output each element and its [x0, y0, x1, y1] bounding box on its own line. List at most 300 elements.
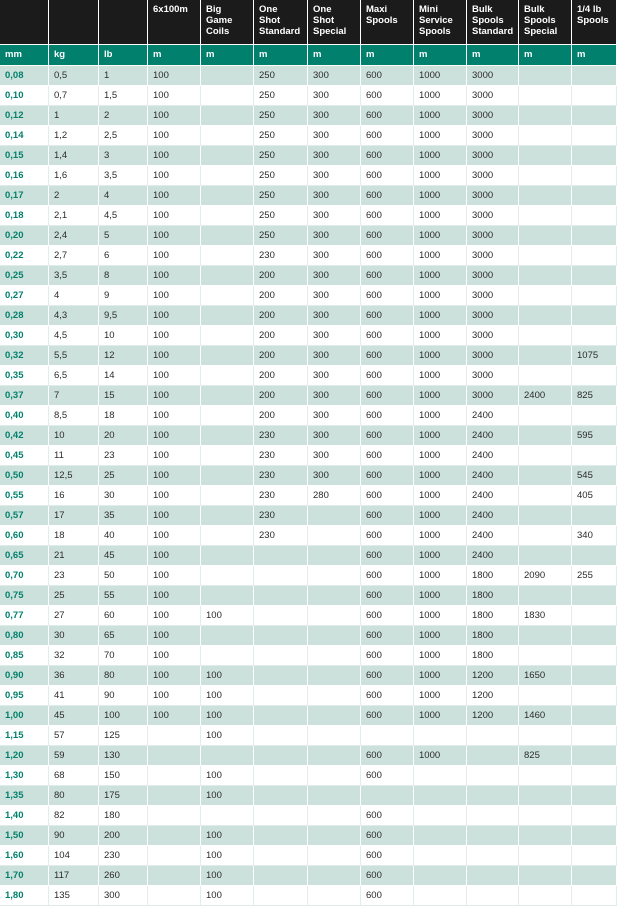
- table-cell: [201, 86, 254, 106]
- table-cell: [148, 806, 201, 826]
- table-cell: [254, 586, 308, 606]
- table-cell: [201, 586, 254, 606]
- column-header-row: [0, 0, 617, 45]
- table-cell: [519, 146, 572, 166]
- table-cell: 340: [572, 526, 617, 546]
- table-cell: 1000: [414, 586, 467, 606]
- table-row: [0, 586, 617, 606]
- table-cell: 25: [49, 586, 99, 606]
- units-row: [0, 45, 617, 66]
- table-cell: 40: [99, 526, 148, 546]
- table-cell: 104: [49, 846, 99, 866]
- table-cell: 600: [361, 226, 414, 246]
- table-cell: [572, 266, 617, 286]
- table-cell: [572, 606, 617, 626]
- table-cell: 100: [148, 466, 201, 486]
- table-cell: 600: [361, 766, 414, 786]
- table-cell: 1000: [414, 446, 467, 466]
- table-cell: [254, 646, 308, 666]
- table-cell: 2400: [467, 546, 519, 566]
- table-cell: [361, 786, 414, 806]
- table-cell: 300: [308, 206, 361, 226]
- table-cell: [572, 646, 617, 666]
- table-cell: 100: [148, 566, 201, 586]
- table-cell: [519, 766, 572, 786]
- table-cell: 2400: [467, 466, 519, 486]
- table-cell: 1000: [414, 746, 467, 766]
- table-cell: 35: [99, 506, 148, 526]
- table-cell: 135: [49, 886, 99, 906]
- table-cell: 45: [49, 706, 99, 726]
- table-cell: [519, 326, 572, 346]
- table-cell: [201, 386, 254, 406]
- table-cell: 600: [361, 306, 414, 326]
- table-cell: 80: [99, 666, 148, 686]
- table-cell: 600: [361, 886, 414, 906]
- table-cell: 117: [49, 866, 99, 886]
- table-cell: 300: [308, 126, 361, 146]
- diameter-cell: 1,30: [0, 766, 49, 786]
- table-cell: 100: [148, 86, 201, 106]
- table-cell: 2400: [467, 506, 519, 526]
- table-cell: 1000: [414, 686, 467, 706]
- table-cell: 50: [99, 566, 148, 586]
- table-cell: [308, 846, 361, 866]
- table-row: [0, 166, 617, 186]
- table-cell: 100: [148, 646, 201, 666]
- table-cell: 200: [254, 346, 308, 366]
- table-cell: 16: [49, 486, 99, 506]
- table-cell: [467, 886, 519, 906]
- table-row: [0, 226, 617, 246]
- table-cell: 300: [308, 246, 361, 266]
- table-cell: 100: [148, 306, 201, 326]
- table-cell: [201, 646, 254, 666]
- table-cell: [572, 706, 617, 726]
- table-cell: 600: [361, 566, 414, 586]
- table-cell: [254, 786, 308, 806]
- table-cell: 175: [99, 786, 148, 806]
- table-cell: 1,4: [49, 146, 99, 166]
- table-cell: 100: [148, 186, 201, 206]
- table-cell: 545: [572, 466, 617, 486]
- table-cell: 250: [254, 206, 308, 226]
- table-cell: [308, 886, 361, 906]
- table-cell: 100: [148, 286, 201, 306]
- table-cell: 14: [99, 366, 148, 386]
- table-cell: 300: [99, 886, 148, 906]
- diameter-cell: 0,16: [0, 166, 49, 186]
- table-cell: 23: [49, 566, 99, 586]
- table-row: [0, 386, 617, 406]
- table-cell: 230: [254, 526, 308, 546]
- unit-label: m: [414, 45, 467, 66]
- table-cell: [519, 226, 572, 246]
- table-cell: 100: [148, 206, 201, 226]
- table-cell: 2400: [467, 446, 519, 466]
- table-cell: [519, 246, 572, 266]
- table-cell: [308, 686, 361, 706]
- table-cell: [519, 286, 572, 306]
- table-cell: 59: [49, 746, 99, 766]
- table-cell: [201, 366, 254, 386]
- table-cell: 100: [201, 786, 254, 806]
- table-cell: [148, 846, 201, 866]
- table-cell: 10: [99, 326, 148, 346]
- table-cell: 405: [572, 486, 617, 506]
- table-cell: [519, 646, 572, 666]
- table-row: [0, 766, 617, 786]
- table-cell: 30: [49, 626, 99, 646]
- diameter-cell: 0,22: [0, 246, 49, 266]
- unit-label: m: [254, 45, 308, 66]
- table-cell: [519, 846, 572, 866]
- table-cell: [519, 346, 572, 366]
- table-cell: 100: [201, 886, 254, 906]
- table-row: [0, 726, 617, 746]
- table-cell: 600: [361, 426, 414, 446]
- column-header-6x100m: 6x100m: [148, 0, 201, 45]
- table-cell: 12: [99, 346, 148, 366]
- table-cell: 0,7: [49, 86, 99, 106]
- table-cell: [148, 886, 201, 906]
- table-cell: 600: [361, 146, 414, 166]
- table-cell: 3000: [467, 326, 519, 346]
- table-cell: 2,5: [99, 126, 148, 146]
- table-row: [0, 846, 617, 866]
- table-cell: 600: [361, 686, 414, 706]
- table-row: [0, 446, 617, 466]
- table-cell: [572, 166, 617, 186]
- table-cell: 825: [572, 386, 617, 406]
- table-cell: [572, 586, 617, 606]
- unit-label: m: [572, 45, 617, 66]
- table-cell: 5: [99, 226, 148, 246]
- table-cell: 250: [254, 106, 308, 126]
- table-cell: 2400: [467, 526, 519, 546]
- table-cell: [572, 726, 617, 746]
- table-cell: [201, 446, 254, 466]
- table-cell: [572, 406, 617, 426]
- table-cell: [414, 726, 467, 746]
- diameter-cell: 1,50: [0, 826, 49, 846]
- table-cell: 200: [254, 406, 308, 426]
- table-cell: [308, 566, 361, 586]
- table-cell: [254, 666, 308, 686]
- table-cell: [254, 806, 308, 826]
- table-cell: 1075: [572, 346, 617, 366]
- table-cell: 1000: [414, 646, 467, 666]
- table-cell: 300: [308, 266, 361, 286]
- diameter-cell: 0,40: [0, 406, 49, 426]
- table-cell: 90: [49, 826, 99, 846]
- table-cell: [572, 866, 617, 886]
- table-row: [0, 466, 617, 486]
- table-cell: 3000: [467, 246, 519, 266]
- table-cell: [572, 806, 617, 826]
- table-cell: 1000: [414, 286, 467, 306]
- table-cell: [201, 406, 254, 426]
- table-cell: [308, 786, 361, 806]
- table-cell: 300: [308, 166, 361, 186]
- table-cell: [201, 486, 254, 506]
- table-cell: 600: [361, 386, 414, 406]
- table-cell: 600: [361, 826, 414, 846]
- table-cell: [201, 806, 254, 826]
- table-cell: 4: [49, 286, 99, 306]
- table-cell: [519, 86, 572, 106]
- table-cell: [572, 206, 617, 226]
- table-cell: [519, 506, 572, 526]
- diameter-cell: 0,08: [0, 66, 49, 86]
- table-cell: 2,4: [49, 226, 99, 246]
- table-cell: 1,5: [99, 86, 148, 106]
- table-cell: 1000: [414, 266, 467, 286]
- table-cell: [254, 766, 308, 786]
- table-cell: [254, 846, 308, 866]
- table-cell: [519, 306, 572, 326]
- table-cell: 600: [361, 446, 414, 466]
- table-cell: 100: [148, 666, 201, 686]
- table-cell: [519, 806, 572, 826]
- diameter-cell: 0,90: [0, 666, 49, 686]
- table-cell: 2400: [467, 406, 519, 426]
- column-header: [49, 0, 99, 45]
- table-cell: 1000: [414, 706, 467, 726]
- table-cell: 200: [254, 366, 308, 386]
- table-cell: 100: [148, 506, 201, 526]
- table-cell: 600: [361, 86, 414, 106]
- table-cell: 600: [361, 666, 414, 686]
- table-row: [0, 866, 617, 886]
- table-cell: [572, 66, 617, 86]
- table-cell: 18: [49, 526, 99, 546]
- table-cell: 230: [254, 246, 308, 266]
- table-cell: 130: [99, 746, 148, 766]
- table-cell: 1000: [414, 366, 467, 386]
- table-row: [0, 406, 617, 426]
- table-cell: 1000: [414, 246, 467, 266]
- diameter-cell: 0,20: [0, 226, 49, 246]
- table-cell: 600: [361, 286, 414, 306]
- table-cell: 21: [49, 546, 99, 566]
- table-row: [0, 246, 617, 266]
- diameter-cell: 0,18: [0, 206, 49, 226]
- table-cell: [201, 466, 254, 486]
- diameter-cell: 0,42: [0, 426, 49, 446]
- table-cell: 300: [308, 286, 361, 306]
- table-cell: 65: [99, 626, 148, 646]
- table-cell: 0,5: [49, 66, 99, 86]
- table-cell: 3,5: [49, 266, 99, 286]
- table-cell: 1,6: [49, 166, 99, 186]
- table-cell: 6: [99, 246, 148, 266]
- table-row: [0, 606, 617, 626]
- table-cell: 600: [361, 806, 414, 826]
- table-cell: [572, 146, 617, 166]
- table-cell: 12,5: [49, 466, 99, 486]
- column-header-maxi-spools: Maxi Spools: [361, 0, 414, 45]
- table-cell: 5,5: [49, 346, 99, 366]
- table-cell: [201, 66, 254, 86]
- table-cell: 1000: [414, 66, 467, 86]
- table-cell: [201, 426, 254, 446]
- table-cell: 3000: [467, 126, 519, 146]
- table-cell: 36: [49, 666, 99, 686]
- table-cell: [467, 826, 519, 846]
- table-cell: [148, 786, 201, 806]
- table-cell: 300: [308, 366, 361, 386]
- table-cell: [467, 806, 519, 826]
- table-cell: 200: [254, 286, 308, 306]
- table-cell: 1830: [519, 606, 572, 626]
- table-cell: 300: [308, 326, 361, 346]
- table-row: [0, 786, 617, 806]
- table-cell: 100: [201, 826, 254, 846]
- table-cell: 600: [361, 246, 414, 266]
- table-cell: 17: [49, 506, 99, 526]
- table-cell: 250: [254, 66, 308, 86]
- table-cell: [519, 686, 572, 706]
- table-cell: [519, 466, 572, 486]
- table-cell: 100: [201, 766, 254, 786]
- table-cell: 100: [148, 606, 201, 626]
- table-cell: 100: [201, 846, 254, 866]
- diameter-cell: 1,40: [0, 806, 49, 826]
- table-cell: 250: [254, 226, 308, 246]
- table-cell: [572, 306, 617, 326]
- table-cell: 230: [254, 486, 308, 506]
- table-cell: 1460: [519, 706, 572, 726]
- table-cell: 1200: [467, 666, 519, 686]
- table-cell: [467, 846, 519, 866]
- table-cell: [414, 806, 467, 826]
- table-cell: [201, 546, 254, 566]
- table-cell: 230: [254, 446, 308, 466]
- table-cell: 600: [361, 266, 414, 286]
- table-cell: 1000: [414, 506, 467, 526]
- diameter-cell: 1,60: [0, 846, 49, 866]
- table-cell: 300: [308, 226, 361, 246]
- diameter-cell: 1,00: [0, 706, 49, 726]
- table-cell: 825: [519, 746, 572, 766]
- table-cell: 230: [99, 846, 148, 866]
- table-cell: [519, 586, 572, 606]
- table-row: [0, 126, 617, 146]
- table-row: [0, 106, 617, 126]
- table-cell: 200: [254, 306, 308, 326]
- table-cell: [414, 846, 467, 866]
- table-row: [0, 806, 617, 826]
- table-cell: [361, 726, 414, 746]
- diameter-cell: 1,15: [0, 726, 49, 746]
- diameter-cell: 0,75: [0, 586, 49, 606]
- table-cell: [519, 106, 572, 126]
- table-cell: 2090: [519, 566, 572, 586]
- table-cell: 3000: [467, 166, 519, 186]
- table-cell: 3000: [467, 226, 519, 246]
- table-cell: [572, 846, 617, 866]
- table-cell: [572, 126, 617, 146]
- table-cell: [519, 626, 572, 646]
- table-row: [0, 326, 617, 346]
- table-cell: [308, 806, 361, 826]
- table-row: [0, 146, 617, 166]
- table-row: [0, 526, 617, 546]
- unit-label-kg: kg: [49, 45, 99, 66]
- column-header-big-game-coils: Big Game Coils: [201, 0, 254, 45]
- table-cell: 250: [254, 86, 308, 106]
- table-cell: 250: [254, 166, 308, 186]
- table-cell: 1000: [414, 326, 467, 346]
- table-cell: [572, 506, 617, 526]
- table-cell: 600: [361, 186, 414, 206]
- table-cell: 230: [254, 426, 308, 446]
- table-cell: 27: [49, 606, 99, 626]
- table-cell: 1650: [519, 666, 572, 686]
- table-cell: 3: [99, 146, 148, 166]
- table-cell: 1000: [414, 626, 467, 646]
- diameter-cell: 0,12: [0, 106, 49, 126]
- table-cell: 100: [99, 706, 148, 726]
- table-row: [0, 86, 617, 106]
- diameter-cell: 0,30: [0, 326, 49, 346]
- table-row: [0, 566, 617, 586]
- table-row: [0, 346, 617, 366]
- table-cell: [201, 146, 254, 166]
- table-cell: 100: [148, 546, 201, 566]
- table-cell: [308, 586, 361, 606]
- table-cell: [467, 746, 519, 766]
- unit-label: m: [361, 45, 414, 66]
- table-cell: 600: [361, 466, 414, 486]
- table-cell: 150: [99, 766, 148, 786]
- table-cell: 100: [148, 686, 201, 706]
- table-cell: 300: [308, 346, 361, 366]
- table-cell: [572, 826, 617, 846]
- table-cell: [201, 526, 254, 546]
- table-cell: 300: [308, 186, 361, 206]
- table-cell: 600: [361, 346, 414, 366]
- table-row: [0, 746, 617, 766]
- table-cell: [308, 606, 361, 626]
- table-cell: 3000: [467, 286, 519, 306]
- table-cell: 600: [361, 126, 414, 146]
- table-cell: [572, 446, 617, 466]
- table-cell: [414, 786, 467, 806]
- diameter-cell: 0,35: [0, 366, 49, 386]
- column-header-mini-service-spools: Mini Service Spools: [414, 0, 467, 45]
- table-cell: 250: [254, 186, 308, 206]
- table-cell: 1800: [467, 606, 519, 626]
- table-cell: 250: [254, 146, 308, 166]
- table-cell: [308, 706, 361, 726]
- table-cell: [572, 686, 617, 706]
- diameter-cell: 0,77: [0, 606, 49, 626]
- diameter-cell: 0,45: [0, 446, 49, 466]
- table-cell: [572, 746, 617, 766]
- table-cell: [148, 766, 201, 786]
- table-cell: 23: [99, 446, 148, 466]
- table-cell: [254, 706, 308, 726]
- table-cell: [572, 86, 617, 106]
- diameter-cell: 0,85: [0, 646, 49, 666]
- table-cell: [201, 246, 254, 266]
- table-cell: [467, 866, 519, 886]
- table-row: [0, 886, 617, 906]
- table-cell: 3000: [467, 106, 519, 126]
- table-cell: 300: [308, 386, 361, 406]
